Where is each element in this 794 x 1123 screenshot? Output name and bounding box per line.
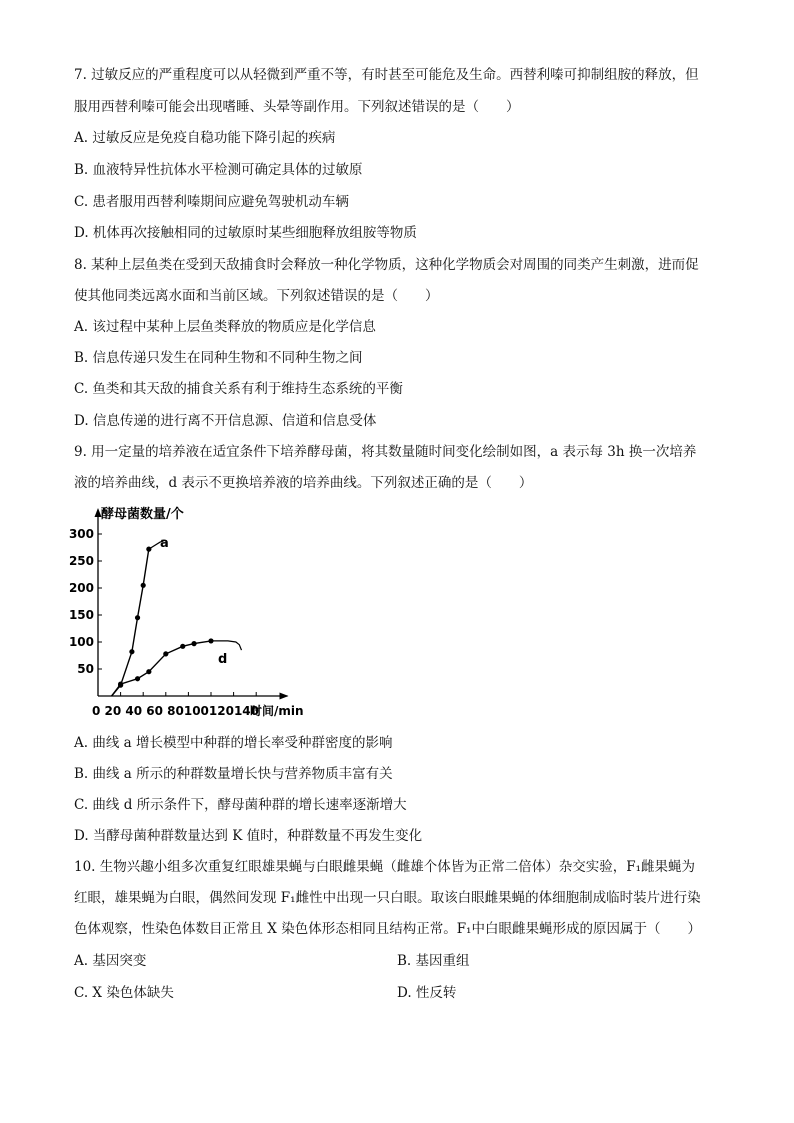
x-axis-arrow: [280, 693, 289, 700]
q7-option-b: B. 血液特异性抗体水平检测可确定具体的过敏原: [74, 162, 363, 178]
x-axis-label: 时间/min: [250, 704, 304, 718]
x-axis-tick-labels: 0 20 40 60 80100120140: [92, 704, 260, 718]
series-a-point: [135, 615, 140, 620]
q9-option-b: B. 曲线 a 所示的种群数量增长快与营养物质丰富有关: [74, 766, 393, 782]
q8-option-c: C. 鱼类和其天敌的捕食关系有利于维持生态系统的平衡: [74, 381, 403, 397]
q10-stem-line-1: 10. 生物兴趣小组多次重复红眼雄果蝇与白眼雌果蝇（雌雄个体皆为正常二倍体）杂交实验，F₁雌果蝇为: [74, 859, 696, 875]
y-tick-label: 300: [68, 527, 94, 541]
q10-stem-line-3: 色体观察，性染色体数目正常且 X 染色体形态相同且结构正常。F₁中白眼雌果蝇形成的原因属于（ ）: [74, 921, 701, 937]
q9-option-a: A. 曲线 a 增长模型中种群的增长率受种群密度的影响: [74, 735, 393, 751]
q7-stem-line-1: 7. 过敏反应的严重程度可以从轻微到严重不等，有时甚至可能危及生命。西替利嗪可抑制组胺的释放，但: [74, 67, 699, 83]
series-a: [112, 541, 164, 696]
series-a-point: [129, 649, 134, 654]
series-a-label: a: [160, 536, 169, 551]
q8-stem-line-1: 8. 某种上层鱼类在受到天敌捕食时会释放一种化学物质，这种化学物质会对周围的同类产生刺激，进而促: [74, 257, 699, 273]
series-d: [112, 638, 242, 696]
yeast-growth-chart: [68, 503, 318, 718]
q9-option-d: D. 当酵母菌种群数量达到 K 值时，种群数量不再发生变化: [74, 828, 423, 844]
series-d-pointer: [211, 641, 242, 650]
series-d-point: [208, 638, 213, 643]
q10-option-b: B. 基因重组: [397, 953, 470, 969]
q7-option-c: C. 患者服用西替利嗪期间应避免驾驶机动车辆: [74, 194, 349, 210]
q7-stem-line-2: 服用西替利嗪可能会出现嗜睡、头晕等副作用。下列叙述错误的是（ ）: [74, 99, 520, 115]
q8-option-a: A. 该过程中某种上层鱼类释放的物质应是化学信息: [74, 319, 376, 335]
y-tick-label: 150: [68, 608, 94, 622]
y-axis-label: 酵母菌数量/个: [101, 507, 184, 522]
series-a-line: [112, 549, 149, 696]
q8-stem-line-2: 使其他同类远离水面和当前区域。下列叙述错误的是（ ）: [74, 288, 439, 304]
q10-option-d: D. 性反转: [397, 985, 457, 1001]
series-a-point: [146, 547, 151, 552]
series-d-point: [135, 676, 140, 681]
series-d-point: [118, 682, 123, 687]
q9-stem-line-1: 9. 用一定量的培养液在适宜条件下培养酵母菌，将其数量随时间变化绘制如图，a 表示每 3h 换一次培养: [74, 444, 697, 460]
y-tick-label: 200: [68, 581, 94, 595]
q7-option-a: A. 过敏反应是免疫自稳功能下降引起的疾病: [74, 130, 336, 146]
q9-option-c: C. 曲线 d 所示条件下，酵母菌种群的增长速率逐渐增大: [74, 797, 407, 813]
series-d-label: d: [218, 652, 228, 667]
series-d-point: [146, 669, 151, 674]
q8-option-d: D. 信息传递的进行离不开信息源、信道和信息受体: [74, 413, 377, 429]
series-a-point: [141, 583, 146, 588]
q10-stem-line-2: 红眼，雄果蝇为白眼，偶然间发现 F₁雌性中出现一只白眼。取该白眼雌果蝇的体细胞制成临时装片进行染: [74, 890, 701, 906]
series-d-point: [191, 641, 196, 646]
series-d-point: [180, 644, 185, 649]
series-d-point: [163, 651, 168, 656]
q10-option-a: A. 基因突变: [74, 953, 147, 969]
q9-stem-line-2: 液的培养曲线，d 表示不更换培养液的培养曲线。下列叙述正确的是（ ）: [74, 475, 533, 491]
y-tick-label: 250: [68, 554, 94, 568]
y-tick-label: 100: [68, 635, 94, 649]
q10-option-c: C. X 染色体缺失: [74, 985, 174, 1001]
y-tick-label: 50: [77, 662, 94, 676]
q7-option-d: D. 机体再次接触相同的过敏原时某些细胞释放组胺等物质: [74, 225, 417, 241]
q8-option-b: B. 信息传递只发生在同种生物和不同种生物之间: [74, 350, 363, 366]
chart-axes: [95, 508, 289, 700]
y-axis-ticks: [69, 527, 102, 676]
